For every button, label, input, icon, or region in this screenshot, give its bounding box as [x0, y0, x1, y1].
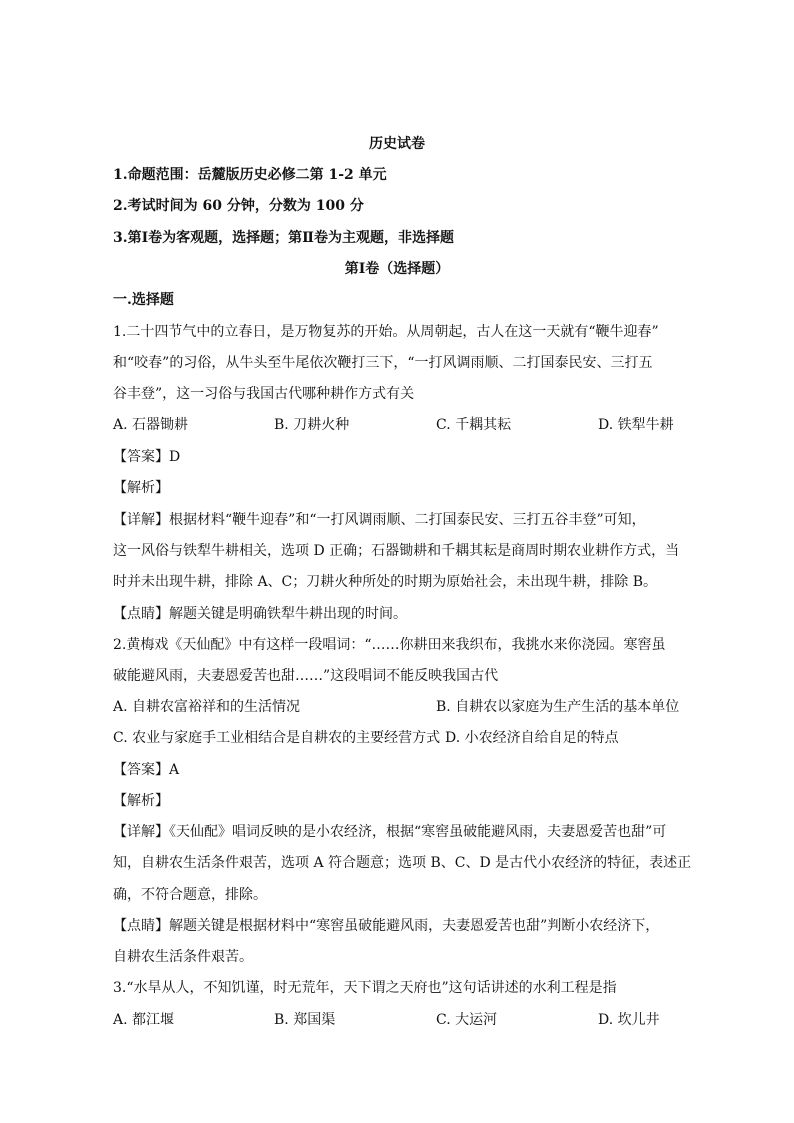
q3-option-b: B. 郑国渠: [274, 1012, 336, 1028]
q2-stem-line: 破能避风雨，夫妻恩爱苦也甜……”这段唱词不能反映我国古代: [113, 668, 499, 684]
q2-answer: 【答案】A: [113, 762, 180, 778]
q2-option-d: D. 小农经济自给自足的特点: [445, 730, 619, 746]
q1-option-c: C. 千耦其耘: [436, 417, 512, 433]
q1-detail-line: 时并未出现牛耕，排除 A、C；刀耕火种所处的时期为原始社会，未出现牛耕，排除 B。: [113, 574, 658, 590]
q2-option-c: C. 农业与家庭手工业相结合是自耕农的主要经营方式: [113, 730, 441, 746]
q3-stem: 3.“水旱从人，不知饥谨，时无荒年，天下谓之天府也”这句话讲述的水利工程是指: [113, 980, 617, 996]
q1-stem-line: 谷丰登”，这一习俗与我国古代哪种耕作方式有关: [113, 386, 415, 402]
note-time: 2.考试时间为 60 分钟，分数为 100 分: [113, 198, 364, 214]
q1-analysis-label: 【解析】: [113, 480, 169, 496]
note-parts: 3.第Ⅰ卷为客观题，选择题；第Ⅱ卷为主观题，非选择题: [113, 230, 454, 246]
q1-stem-line: 和“咬春”的习俗，从牛头至牛尾依次鞭打三下，“一打风调雨顺、二打国泰民安、三打五: [113, 355, 653, 371]
section-title: 一.选择题: [113, 292, 174, 308]
q1-detail-line: 【详解】根据材料“鞭牛迎春”和“一打风调雨顺、二打国泰民安、三打五谷丰登”可知，: [113, 512, 646, 528]
q2-detail-line: 确，不符合题意，排除。: [113, 887, 267, 903]
q2-option-b: B. 自耕农以家庭为生产生活的基本单位: [436, 699, 680, 715]
q2-detail-line: 知，自耕农生活条件艰苦，选项 A 符合题意；选项 B、C、D 是古代小农经济的特征，表述正: [113, 855, 692, 871]
q1-option-b: B. 刀耕火种: [274, 417, 350, 433]
q1-detail-line: 这一风俗与铁犁牛耕相关，选项 D 正确；石器锄耕和千耦其耘是商周时期农业耕作方式，当: [113, 543, 680, 559]
q3-option-c: C. 大运河: [436, 1012, 498, 1028]
q3-option-a: A. 都江堰: [113, 1012, 175, 1028]
q1-answer: 【答案】D: [113, 449, 181, 465]
note-scope: 1.命题范围：岳麓版历史必修二第 1-2 单元: [113, 167, 387, 183]
q3-option-d: D. 坎儿井: [598, 1012, 660, 1028]
q2-stem-line: 2.黄梅戏《天仙配》中有这样一段唱词：“……你耕田来我织布，我挑水来你浇园。寒窖虽: [113, 637, 666, 653]
q2-detail-line: 【详解】《天仙配》唱词反映的是小农经济，根据“寒窖虽破能避风雨，夫妻恩爱苦也甜”可: [113, 824, 667, 840]
q1-option-d: D. 铁犁牛耕: [598, 417, 674, 433]
exam-title: 历史试卷: [369, 136, 425, 152]
q1-option-a: A. 石器锄耕: [113, 417, 189, 433]
q1-stem-line: 1.二十四节气中的立春日，是万物复苏的开始。从周朝起，古人在这一天就有“鞭牛迎春”: [113, 324, 659, 340]
part-title: 第Ⅰ卷（选择题）: [344, 261, 450, 277]
q1-tip: 【点睛】解题关键是明确铁犁牛耕出现的时间。: [113, 606, 407, 622]
q2-tip-line: 【点睛】解题关键是根据材料中“寒窖虽破能避风雨，夫妻恩爱苦也甜”判断小农经济下，: [113, 918, 660, 934]
q2-analysis-label: 【解析】: [113, 793, 169, 809]
q2-option-a: A. 自耕农富裕祥和的生活情况: [113, 699, 301, 715]
q2-tip-line: 自耕农生活条件艰苦。: [113, 949, 253, 965]
